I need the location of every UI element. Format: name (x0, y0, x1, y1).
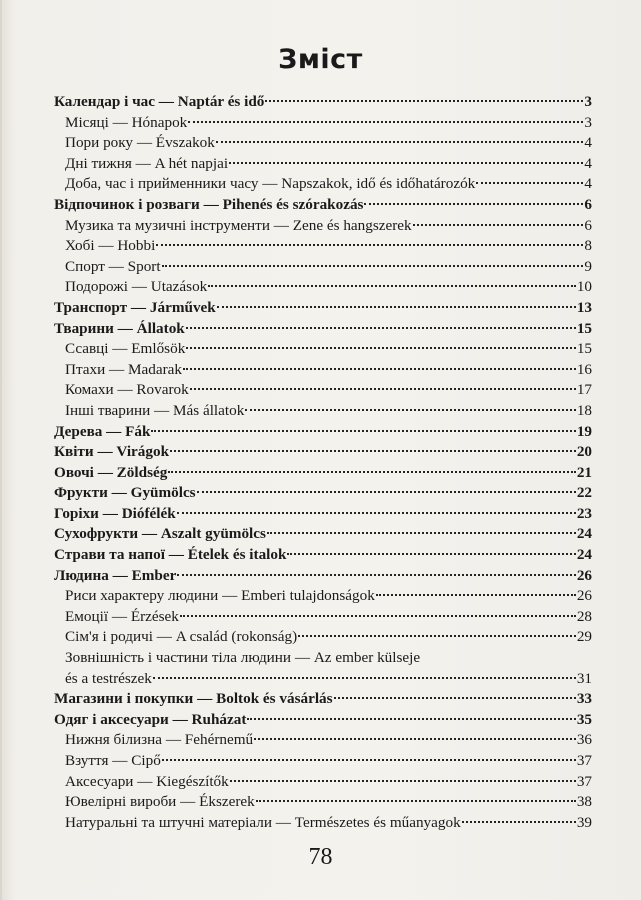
dot-leader (256, 799, 576, 802)
toc-entry-page: 29 (576, 628, 592, 646)
toc-entry-title: Аксесуари — Kiegészítők (65, 772, 229, 790)
toc-entry-title: Горіхи — Diófélék (54, 504, 176, 522)
toc-entry-page: 18 (576, 401, 592, 419)
toc-entry-title: Магазини і покупки — Boltok és vásárlás (54, 690, 333, 708)
page-title: Зміст (278, 44, 363, 75)
dot-leader (208, 284, 576, 287)
toc-entry-title: Місяці — Hónapok (65, 113, 188, 131)
toc-entry-title: Сім'я і родичі — A család (rokonság) (65, 628, 298, 646)
dot-leader (476, 181, 583, 184)
dot-leader (254, 737, 576, 740)
dot-leader (265, 99, 583, 102)
toc-entry-page: 26 (576, 587, 592, 605)
dot-leader (267, 531, 576, 534)
toc-entry (54, 627, 592, 648)
toc-entry-page: 37 (576, 752, 592, 769)
toc-entry-title: Одяг і аксесуари — Ruházat (54, 710, 247, 728)
toc-entry (54, 319, 592, 340)
toc-entry (54, 401, 592, 422)
toc-entry-title: Людина — Ember (54, 566, 177, 584)
toc-entry-page: 24 (576, 546, 592, 564)
toc-entry (54, 792, 592, 813)
toc-entry-page: 4 (584, 134, 592, 152)
dot-leader (180, 614, 576, 617)
toc-entry (54, 236, 592, 257)
toc-entry-title: Квіти — Virágok (54, 443, 170, 461)
toc-entry (54, 422, 592, 443)
dot-leader (186, 346, 576, 349)
toc-entry-title: Спорт — Sport (65, 257, 161, 275)
toc-entry-title: Хобі — Hobbi (65, 237, 156, 255)
toc-entry-page: 19 (576, 422, 592, 440)
toc-entry-title: Подорожі — Utazások (65, 278, 208, 296)
toc-entry-page: 39 (576, 813, 592, 831)
toc-entry-page: 37 (576, 772, 592, 790)
toc-entry (54, 257, 592, 278)
dot-leader (245, 408, 576, 411)
toc-entry-page: 36 (576, 731, 592, 749)
toc-entry-title: Овочі — Zöldség (54, 463, 168, 481)
toc-entry-page: 15 (576, 319, 592, 337)
toc-entry-title: Музика та музичні інструменти — Zene és hangszerek (65, 216, 412, 234)
dot-leader (376, 593, 576, 596)
toc-entry-title: Інші тварини — Más állatok (65, 401, 245, 419)
toc-entry-title: Риси характеру людини — Emberi tulajdonságok (65, 587, 375, 605)
dot-leader (216, 140, 584, 143)
dot-leader (186, 326, 576, 329)
toc-entry (54, 195, 592, 216)
toc-entry (54, 607, 592, 628)
toc-entry-page: 15 (576, 340, 592, 358)
dot-leader (151, 429, 575, 432)
toc-entry-page: 9 (584, 257, 592, 275)
toc-entry-page: 22 (576, 484, 592, 502)
toc-entry-page: 26 (576, 566, 592, 584)
toc-entry-title: Зовнішність і частини тіла людини — Az ember külseje (65, 649, 421, 667)
toc-entry-title: Пори року — Évszakok (65, 134, 215, 152)
toc-entry-page: 6 (584, 216, 592, 234)
toc-entry-page: 23 (576, 504, 592, 522)
toc-entry-title: Натуральні та штучні матеріали — Természetes és műanyagok (65, 813, 461, 831)
dot-leader (413, 223, 584, 226)
dot-leader (364, 202, 583, 205)
dot-leader (229, 161, 583, 164)
toc-entry (54, 586, 592, 607)
toc-entry-title: Дні тижня — A hét napjai (65, 154, 229, 172)
page-number: 78 (308, 844, 333, 870)
dot-leader (177, 573, 575, 576)
toc-entry-page: 16 (576, 360, 592, 378)
toc-entry-title: Птахи — Madarak (65, 360, 183, 378)
dot-leader (190, 387, 576, 390)
toc-entry-title: Дерева — Fák (54, 422, 151, 440)
toc-entry (54, 154, 592, 175)
toc-entry-title: Взуття — Cipő (65, 752, 161, 769)
dot-leader (197, 490, 576, 493)
dot-leader (162, 264, 584, 267)
toc-entry-title: Календар і час — Naptár és idő (54, 93, 265, 110)
toc-entry-page: 3 (584, 93, 592, 110)
toc-entry (54, 772, 592, 793)
toc-entry-title: Відпочинок і розваги — Pihenés és szórakozás (54, 195, 364, 213)
toc-entry-page: 33 (576, 690, 592, 708)
toc-entry-title: Доба, час і прийменники часу — Napszakok, idő és időhatározók (65, 175, 476, 193)
toc-entry-title: Сухофрукти — Aszalt gyümölcs (54, 525, 266, 543)
toc-entry-page: 4 (584, 154, 592, 172)
dot-leader (462, 820, 576, 823)
toc-entry-title: Страви та напої — Ételek és italok (54, 546, 287, 564)
dot-leader (177, 511, 576, 514)
toc-entry-page: 31 (576, 669, 592, 687)
toc-entry-page: 21 (576, 463, 592, 481)
toc-entry-page: 35 (576, 710, 592, 728)
toc-entry (54, 545, 592, 566)
toc-entry (54, 648, 592, 669)
toc-entry (54, 710, 592, 731)
toc-entry-page: 3 (584, 113, 592, 131)
dot-leader (156, 243, 583, 246)
table-of-contents (54, 92, 592, 833)
toc-entry-page: 13 (576, 298, 592, 316)
toc-entry-title: és a testrészek (65, 669, 152, 687)
dot-leader (162, 758, 576, 761)
toc-entry (54, 442, 592, 463)
toc-entry (54, 566, 592, 587)
dot-leader (298, 634, 576, 637)
toc-entry (54, 669, 592, 690)
toc-entry (54, 360, 592, 381)
toc-entry (54, 380, 592, 401)
toc-entry-title: Фрукти — Gyümölcs (54, 484, 196, 502)
toc-entry-title: Емоції — Érzések (65, 607, 179, 625)
toc-entry (54, 216, 592, 237)
toc-entry-title: Ювелірні вироби — Ékszerek (65, 793, 255, 811)
dot-leader (168, 470, 575, 473)
dot-leader (183, 367, 576, 370)
dot-leader (287, 552, 575, 555)
toc-entry (54, 751, 592, 772)
dot-leader (217, 305, 576, 308)
toc-entry-page: 4 (584, 175, 592, 193)
dot-leader (153, 676, 576, 679)
toc-entry-page: 17 (576, 381, 592, 399)
dot-leader (170, 449, 576, 452)
toc-entry-title: Тварини — Állatok (54, 319, 185, 337)
toc-entry (54, 730, 592, 751)
toc-entry (54, 524, 592, 545)
toc-entry (54, 339, 592, 360)
toc-entry-title: Нижня білизна — Fehérnemű (65, 731, 254, 749)
dot-leader (247, 717, 575, 720)
toc-entry (54, 92, 592, 113)
toc-entry-page: 20 (576, 443, 592, 461)
toc-entry (54, 113, 592, 134)
toc-entry-page: 38 (576, 793, 592, 811)
toc-entry (54, 298, 592, 319)
toc-entry-page: 8 (584, 237, 592, 255)
toc-entry-page: 28 (576, 607, 592, 625)
toc-entry (54, 174, 592, 195)
dot-leader (230, 779, 576, 782)
toc-entry (54, 689, 592, 710)
toc-entry (54, 133, 592, 154)
toc-entry-title: Ссавці — Emlősök (65, 340, 186, 358)
toc-entry (54, 463, 592, 484)
toc-entry (54, 813, 592, 834)
dot-leader (188, 120, 583, 123)
toc-entry-page: 10 (576, 278, 592, 296)
toc-entry-page: 24 (576, 525, 592, 543)
toc-entry (54, 504, 592, 525)
dot-leader (334, 696, 576, 699)
toc-entry-title: Транспорт — Járművek (54, 298, 216, 316)
toc-entry-title: Комахи — Rovarok (65, 381, 189, 399)
toc-entry-page: 6 (584, 195, 592, 213)
toc-entry (54, 483, 592, 504)
toc-entry (54, 277, 592, 298)
